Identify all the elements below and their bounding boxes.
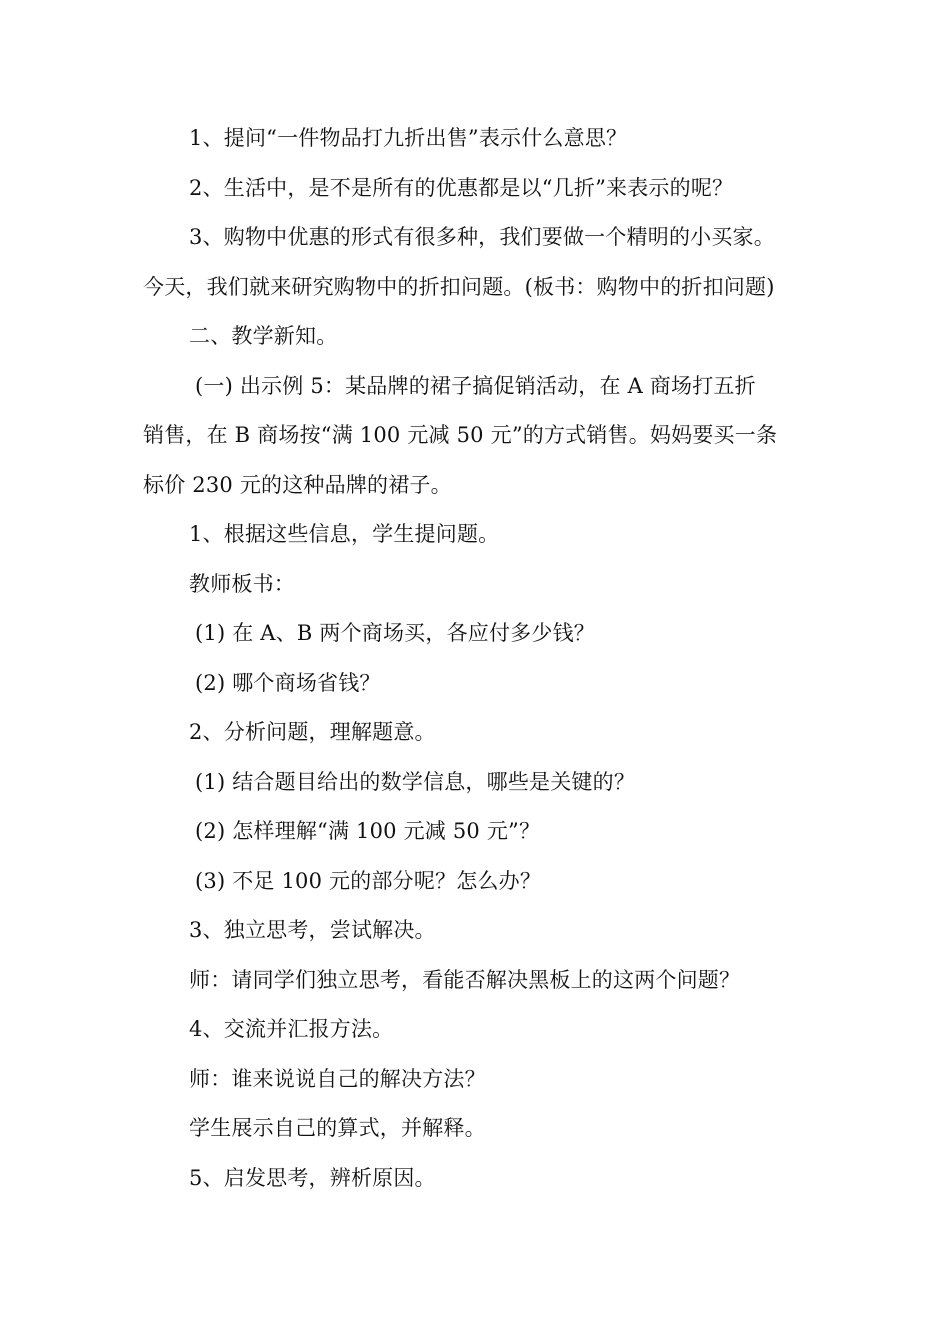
board-question-1: (1) 在 A、B 两个商场买，各应付多少钱？ [195, 621, 595, 645]
example-5-line-1: (一) 出示例 5：某品牌的裙子搞促销活动，在 A 商场打五折 [195, 373, 756, 398]
example-5-line-3: 标价 230 元的这种品牌的裙子。 [143, 472, 452, 497]
paragraph-line-4: 今天，我们就来研究购物中的折扣问题。(板书：购物中的折扣问题) [143, 274, 775, 299]
paragraph-line-3: 3、购物中优惠的形式有很多种，我们要做一个精明的小买家。 [189, 225, 775, 249]
analysis-question-3: (3) 不足 100 元的部分呢？怎么办？ [195, 868, 542, 893]
example-5-line-2: 销售，在 B 商场按“满 100 元减 50 元”的方式销售。妈妈要买一条 [143, 423, 778, 447]
analysis-question-1: (1) 结合题目给出的数学信息，哪些是关键的？ [195, 769, 636, 794]
paragraph-line-1: 1、提问“一件物品打九折出售”表示什么意思？ [189, 126, 628, 150]
paragraph-line-2: 2、生活中，是不是所有的优惠都是以“几折”来表示的呢？ [189, 175, 734, 200]
section-heading-new-knowledge: 二、教学新知。 [189, 324, 338, 348]
board-question-2: (2) 哪个商场省钱？ [195, 670, 381, 695]
step-4-line: 4、交流并汇报方法。 [189, 1017, 394, 1041]
step-2-line: 2、分析问题，理解题意。 [189, 720, 436, 744]
student-activity-line: 学生展示自己的算式，并解释。 [189, 1116, 486, 1140]
step-3-line: 3、独立思考，尝试解决。 [189, 918, 436, 942]
document-body [143, 114, 833, 1203]
teacher-prompt-1: 师：请同学们独立思考，看能否解决黑板上的这两个问题？ [189, 967, 741, 992]
teacher-board-label: 教师板书： [189, 571, 295, 596]
step-1-line: 1、根据这些信息，学生提问题。 [189, 522, 500, 546]
teacher-prompt-2: 师：谁来说说自己的解决方法？ [189, 1066, 486, 1091]
analysis-question-2: (2) 怎样理解“满 100 元减 50 元”？ [195, 819, 541, 843]
step-5-line: 5、启发思考，辨析原因。 [189, 1165, 436, 1190]
